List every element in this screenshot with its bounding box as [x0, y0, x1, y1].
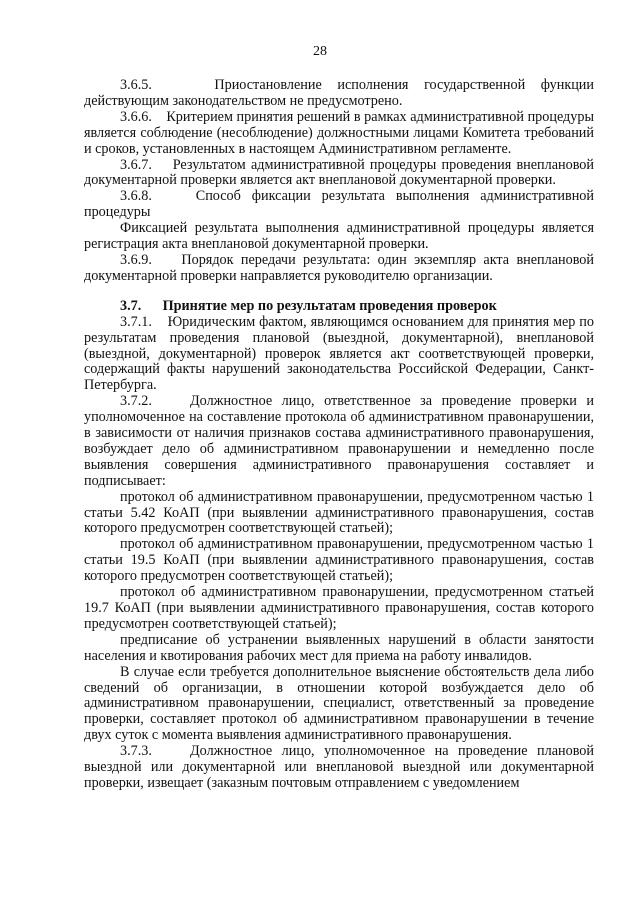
paragraph-3-7-2-additional: В случае если требуется дополнительное выяснение обстоятельств дела либо сведений об организации, в отношении которой возбуждается дело об административном правонарушении, специалист, ответственный за проведение проверки, составляет протокол об административном правонарушении в течение двух суток с момента выявления административного правонарушения. — [84, 663, 594, 744]
paragraph-3-7-2: 3.7.2. Должностное лицо, ответственное за проведение проверки и уполномоченное на составление протокола об административном правонарушении, в зависимости от наличия признаков состава административного правонарушения, возбуждает дело об административном правонарушении и немедленно после выявления совершения административного правонарушения составляет и подписывает: — [84, 393, 594, 489]
paragraph-3-6-8-result: Фиксацией результата выполнения административной процедуры является регистрация акта внеплановой документарной проверки. — [84, 220, 594, 253]
section-heading-3-7: 3.7. Принятие мер по результатам проведения проверок — [120, 297, 497, 314]
list-item-protocol-19-7: протокол об административном правонарушении, предусмотренном статьей 19.7 КоАП (при выявлении административного правонарушения, состав которого предусмотрен соответствующей статьей); — [84, 584, 594, 632]
list-item-protocol-19-5: протокол об административном правонарушении, предусмотренном частью 1 статьи 19.5 КоАП (при выявлении административного правонарушения, состав которого предусмотрен соответствующей статьей); — [84, 536, 594, 585]
paragraph-3-7-3: 3.7.3. Должностное лицо, уполномоченное на проведение плановой выездной или документарной или внеплановой выездной или документарной проверки, извещает (заказным почтовым отправлением с уведомлением — [84, 743, 594, 791]
paragraph-3-6-6: 3.6.6. Критерием принятия решений в рамках административной процедуры является соблюдение (несоблюдение) должностными лицами Комитета требований и сроков, установленных в настоящем Административном регламенте. — [84, 108, 594, 157]
paragraph-3-6-9: 3.6.9. Порядок передачи результата: один экземпляр акта внеплановой документарной проверки направляется руководителю организации. — [84, 251, 594, 284]
paragraph-3-6-7: 3.6.7. Результатом административной процедуры проведения внеплановой документарной проверки является акт внеплановой документарной проверки. — [84, 156, 594, 189]
list-item-protocol-5-42: протокол об административном правонарушении, предусмотренном частью 1 статьи 5.42 КоАП (при выявлении административного правонарушения, состав которого предусмотрен соответствующей статьей); — [84, 488, 594, 537]
paragraph-3-6-8: 3.6.8. Способ фиксации результата выполнения административной процедуры — [84, 188, 594, 221]
document-body — [84, 78, 594, 792]
list-item-order: предписание об устранении выявленных нарушений в области занятости населения и квотирования рабочих мест для приема на работу инвалидов. — [84, 631, 594, 664]
paragraph-3-7-1: 3.7.1. Юридическим фактом, являющимся основанием для принятия мер по результатам проведения плановой (выездной, документарной), внеплановой (выездной, документарной) проверок является акт соответствующей проверки, содержащий факты нарушений законодательства Российской Федерации, Санкт-Петербурга. — [84, 313, 594, 394]
page-number: 28 — [313, 44, 327, 59]
paragraph-3-6-5: 3.6.5. Приостановление исполнения государственной функции действующим законодательством не предусмотрено. — [84, 77, 594, 109]
